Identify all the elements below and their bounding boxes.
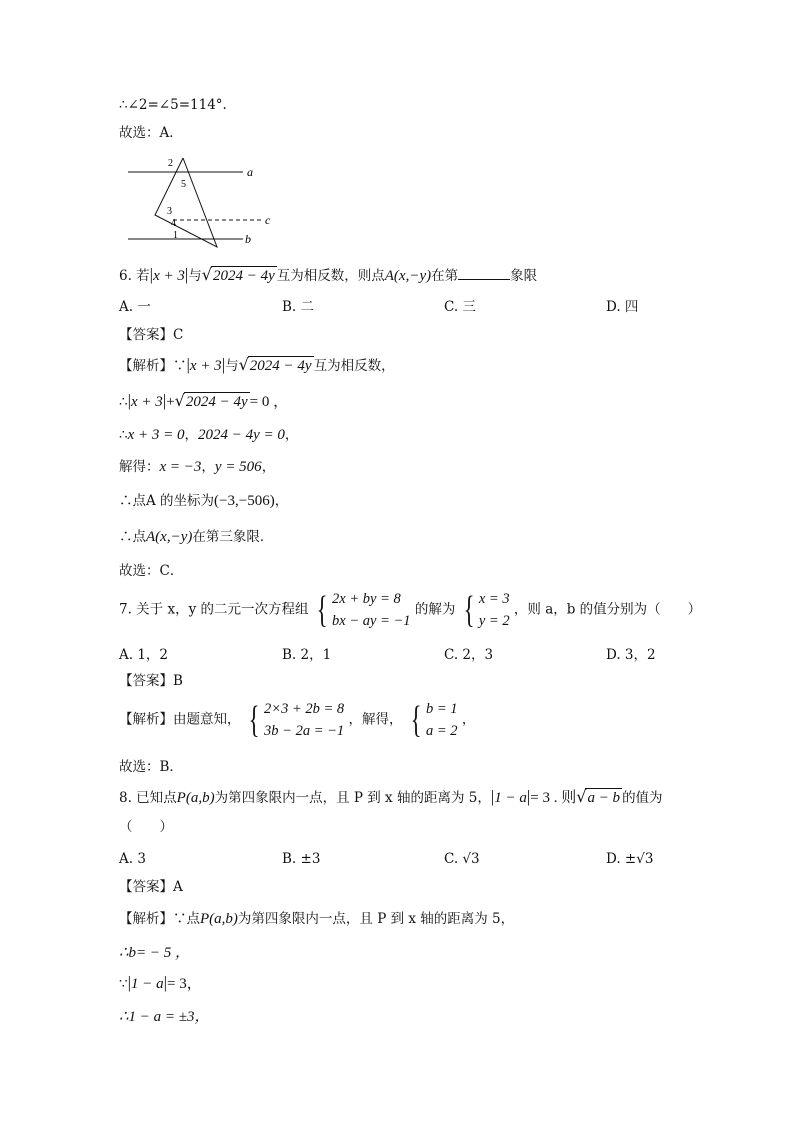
- solution-line: ∴x + 3 = 0，2024 − 4y = 0，: [119, 427, 299, 443]
- answer-7: 【答案】B: [119, 673, 183, 689]
- option-b: B. 2，1: [282, 647, 332, 663]
- solution-line: 【解析】∵|x + 3|与√2024 − 4y 互为相反数，: [119, 355, 395, 374]
- solution-line: 【解析】由题意知， { 2×3 + 2b = 8 3b − 2a = −1 ，解得， { b = 1 a = 2 ，: [119, 699, 476, 741]
- answer-8: 【答案】A: [119, 879, 183, 895]
- solution-line: ∴点A 的坐标为(−3,−506)，: [119, 493, 289, 509]
- equation-system: { 2x + by = 8 bx − ay = −1: [316, 589, 411, 631]
- solution-line: ∵|1 − a|= 3，: [119, 973, 202, 992]
- question-7: 7. 关于 x，y 的二元一次方程组 { 2x + by = 8 bx − ay = −1 的解为 { x = 3 y = 2 ，则 a，b 的值分别为（ ）: [119, 589, 702, 631]
- figure-label: c: [265, 213, 271, 227]
- option-a: A. 3: [119, 851, 146, 867]
- figure-label: a: [247, 165, 253, 179]
- figure-label: 3: [167, 206, 172, 217]
- figure-label: 5: [181, 179, 186, 190]
- question-6: 6. 若|x + 3|与√2024 − 4y 互为相反数，则点A(x,−y)在第 象限: [119, 265, 538, 284]
- solution-line: ∴1 − a = ±3，: [119, 1009, 210, 1025]
- solution-line: 【解析】∵点P(a,b)为第四象限内一点，且 P 到 x 轴的距离为 5，: [119, 911, 515, 927]
- figure-label: b: [245, 232, 251, 246]
- geometry-figure: [125, 152, 285, 252]
- option-c: C. √3: [444, 851, 480, 867]
- question-8: 8. 已知点P(a,b)为第四象限内一点，且 P 到 x 轴的距离为 5，|1 − a|= 3 . 则√a − b 的值为: [119, 787, 663, 806]
- option-c: C. 三: [444, 299, 476, 315]
- text-line: 故选：A．: [119, 125, 183, 141]
- solution-line: ∴点A(x,−y)在第三象限．: [119, 529, 274, 545]
- solution-system: { x = 3 y = 2: [463, 589, 510, 631]
- option-b: B. 二: [282, 299, 315, 315]
- figure-label: 2: [168, 158, 173, 169]
- solution-line: 解得：x = −3，y = 506，: [119, 459, 276, 475]
- solution-line: 故选：B．: [119, 759, 183, 775]
- option-d: D. 3，2: [606, 647, 656, 663]
- solution-line: 故选：C．: [119, 563, 184, 579]
- solution-line: ∴b= − 5 ，: [119, 945, 191, 961]
- text-line: ∴∠2=∠5=114°.: [119, 97, 227, 113]
- figure-label: 4: [171, 218, 176, 229]
- option-d: D. 四: [606, 299, 639, 315]
- answer-blank: [458, 266, 510, 280]
- option-d: D. ±√3: [606, 851, 654, 867]
- solution-line: ∴|x + 3|+√2024 − 4y = 0 ，: [119, 391, 289, 410]
- text-line: （ ）: [119, 819, 173, 835]
- answer-6: 【答案】C: [119, 327, 184, 343]
- option-a: A. 1，2: [119, 647, 169, 663]
- option-c: C. 2，3: [444, 647, 494, 663]
- option-a: A. 一: [119, 299, 151, 315]
- option-b: B. ±3: [282, 851, 321, 867]
- figure-label: 1: [173, 230, 178, 241]
